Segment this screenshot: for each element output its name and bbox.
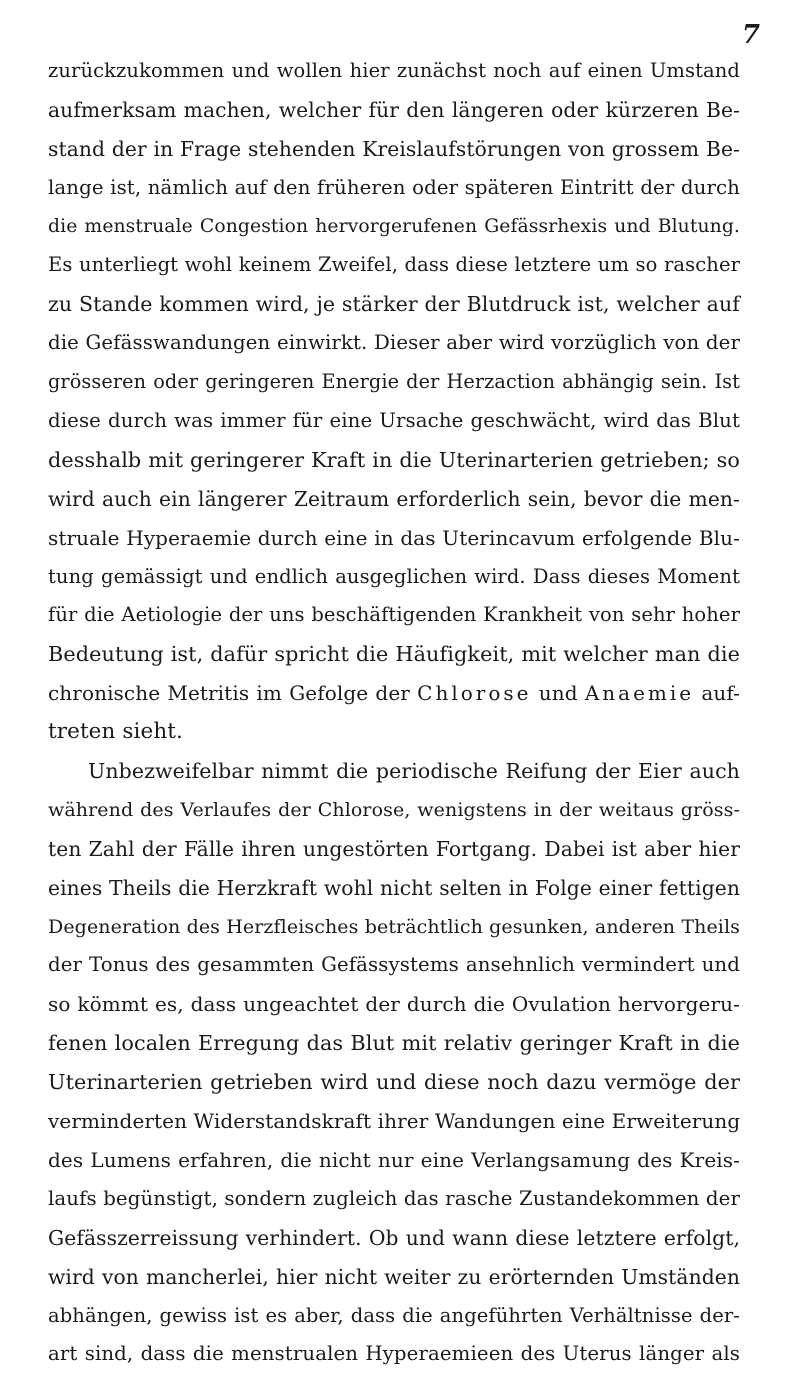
text-line: laufs begünstigt, sondern zugleich das rasche Zustandekommen der (48, 1186, 740, 1210)
text-line: während des Verlaufes der Chlorose, wenigstens in der weitaus gröss- (48, 798, 740, 821)
text-line: Es unterliegt wohl keinem Zweifel, dass diese letztere um so rascher (48, 253, 740, 277)
text-line: eines Theils die Herzkraft wohl nicht selten in Folge einer fettigen (48, 875, 740, 900)
text-segment: und (531, 681, 585, 706)
text-line: die Gefässwandungen einwirkt. Dieser aber wird vorzüglich von der (48, 331, 740, 355)
text-line: fenen localen Erregung das Blut mit relativ geringer Kraft in die (48, 1031, 740, 1056)
text-segment: auf- (694, 681, 741, 706)
spaced-term-chlorose: Chlorose (417, 681, 532, 706)
text-line: des Lumens erfahren, die nicht nur eine Verlangsamung des Kreis- (48, 1147, 740, 1172)
text-segment: chronische Metritis im Gefolge der (48, 681, 418, 706)
text-line: Unbezweifelbar nimmt die periodische Reifung der Eier auch (88, 759, 740, 784)
text-line: wird auch ein längerer Zeitraum erforderlich sein, bevor die men- (48, 486, 740, 511)
text-line: der Tonus des gesammten Gefässystems ansehnlich vermindert und (48, 953, 740, 977)
text-line: art sind, dass die menstrualen Hyperaemieen des Uterus länger als (48, 1342, 740, 1366)
text-line: die menstruale Congestion hervorgerufenen Gefässrhexis und Blutung. (48, 215, 740, 237)
text-line: für die Aetiologie der uns beschäftigenden Krankheit von sehr hoher (48, 603, 740, 627)
text-line: stand der in Frage stehenden Kreislaufstörungen von grossem Be- (48, 136, 740, 161)
text-line: wird von mancherlei, hier nicht weiter zu erörternden Umständen (48, 1264, 740, 1289)
text-line: diese durch was immer für eine Ursache geschwächt, wird das Blut (48, 409, 740, 433)
text-line: zurückzukommen und wollen hier zunächst noch auf einen Umstand (48, 59, 740, 82)
text-line: Degeneration des Herzfleisches beträchtlich gesunken, anderen Theils (48, 915, 740, 938)
text-line: aufmerksam machen, welcher für den längeren oder kürzeren Be- (48, 97, 740, 122)
page-number: 7 (741, 20, 760, 50)
text-line: so kömmt es, dass ungeachtet der durch die Ovulation hervorgeru- (48, 992, 740, 1017)
text-line: lange ist, nämlich auf den früheren oder späteren Eintritt der durch (48, 175, 740, 199)
text-line: zu Stande kommen wird, je stärker der Blutdruck ist, welcher auf (48, 292, 740, 317)
text-line: struale Hyperaemie durch eine in das Uterincavum erfolgende Blu- (48, 525, 740, 550)
text-line: Gefässzerreissung verhindert. Ob und wann diese letztere erfolgt, (48, 1225, 740, 1250)
text-line: desshalb mit geringerer Kraft in die Uterinarterien getrieben; so (48, 447, 740, 472)
text-line: grösseren oder geringeren Energie der Herzaction abhängig sein. Ist (48, 370, 740, 394)
spaced-term-anaemie: Anaemie (584, 681, 695, 706)
text-line: abhängen, gewiss ist es aber, dass die angeführten Verhältnisse der- (48, 1303, 740, 1327)
text-line: Uterinarterien getrieben wird und diese noch dazu vermöge der (48, 1070, 740, 1095)
text-line: verminderten Widerstandskraft ihrer Wandungen eine Erweiterung (48, 1109, 741, 1134)
text-line: treten sieht. (48, 719, 183, 745)
body-text (48, 52, 740, 1374)
text-line: tung gemässigt und endlich ausgeglichen wird. Dass dieses Moment (48, 564, 740, 588)
text-line: ten Zahl der Fälle ihren ungestörten Fortgang. Dabei ist aber hier (48, 836, 740, 861)
text-line: Bedeutung ist, dafür spricht die Häufigkeit, mit welcher man die (48, 642, 740, 667)
text-line (48, 674, 740, 713)
